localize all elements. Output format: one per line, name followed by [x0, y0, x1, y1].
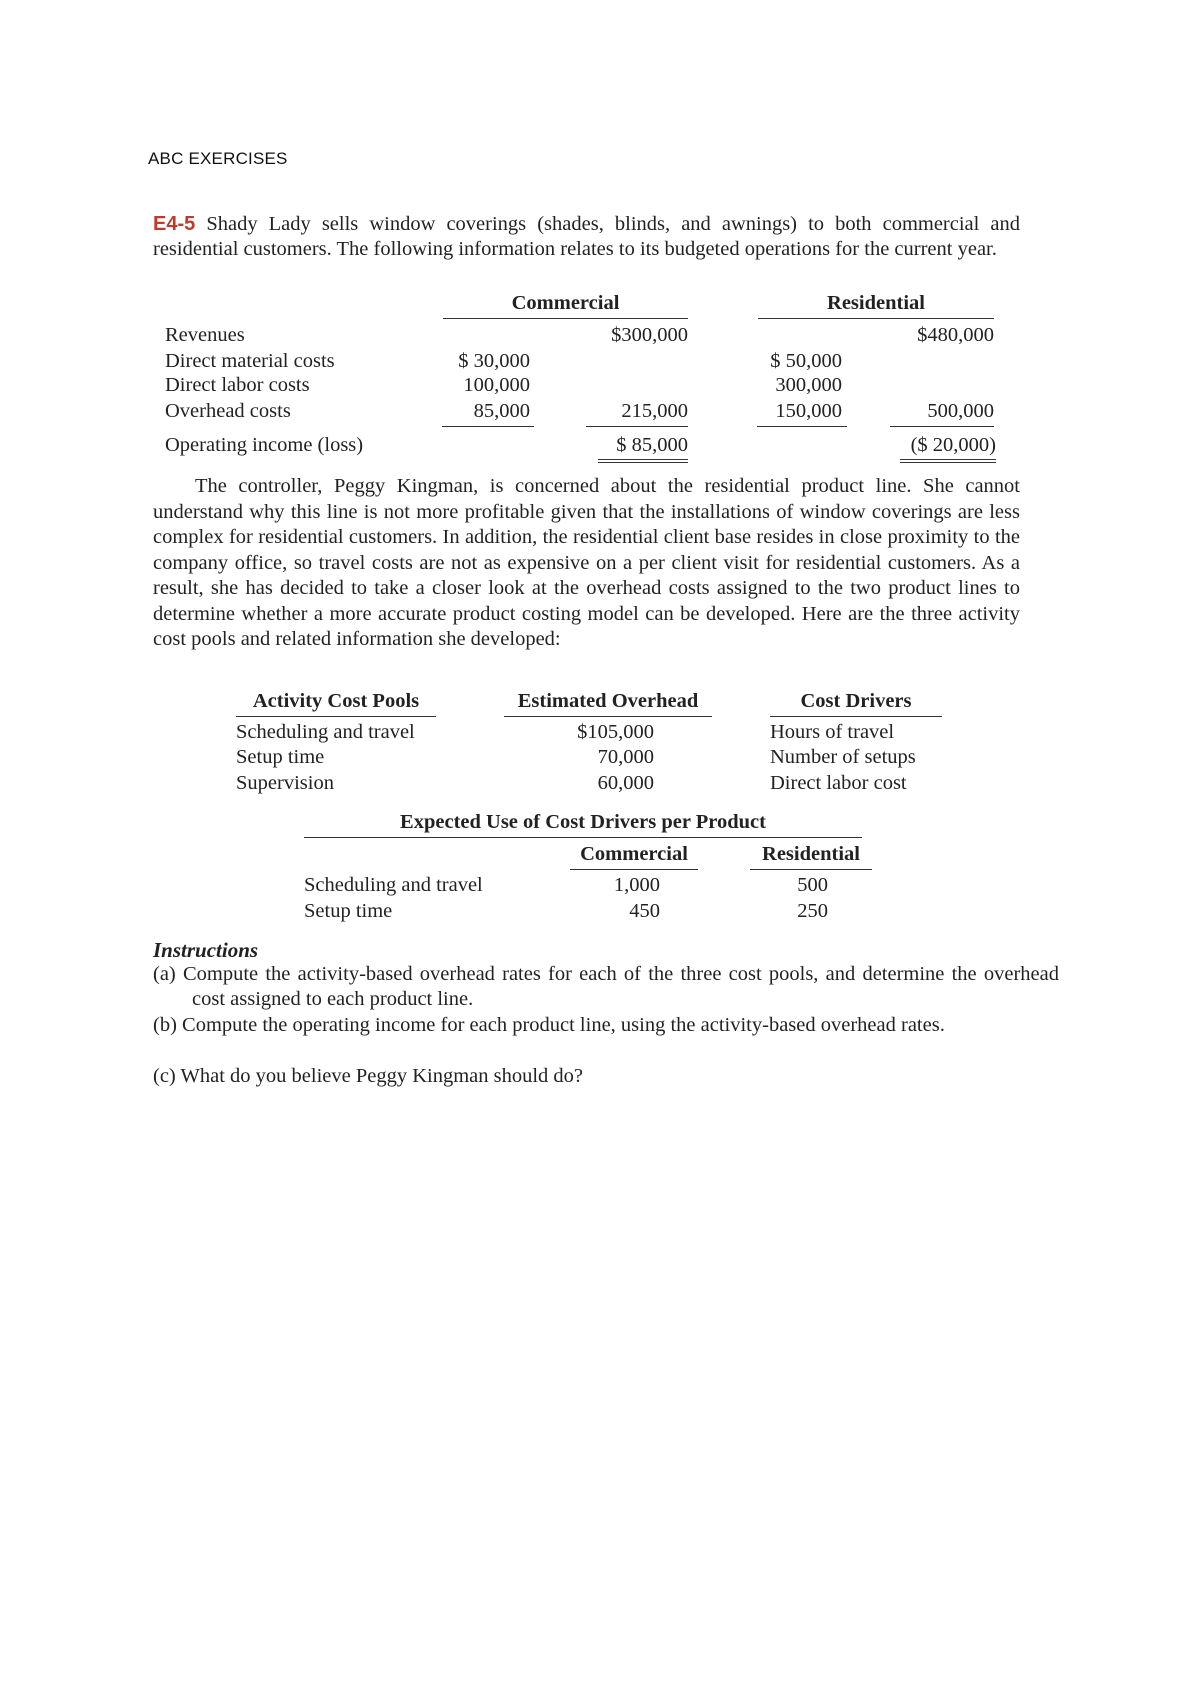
budget-res-detail: 300,000 [775, 374, 842, 396]
budget-res-total: $480,000 [917, 324, 994, 346]
budget-res-detail-underline [757, 426, 847, 427]
usage-residential: 500 [797, 874, 828, 896]
activity-header-drivers: Cost Drivers [800, 690, 912, 712]
usage-header-commercial-rule [570, 869, 698, 870]
activity-pool: Supervision [236, 772, 334, 794]
usage-row-label: Setup time [304, 900, 393, 922]
budget-com-detail-underline [442, 426, 534, 427]
budget-header-commercial-rule [443, 318, 688, 319]
activity-header-pools-rule [236, 716, 436, 717]
usage-title-rule [304, 837, 862, 838]
instruction-item: (a) Compute the activity-based overhead rates for each of the three cost pools, and determine the overhead cost assigned to each product line. [153, 963, 1059, 1010]
activity-driver: Direct labor cost [770, 772, 907, 794]
budget-com-income-double-rule [598, 462, 688, 463]
activity-overhead: 70,000 [597, 746, 654, 768]
usage-header-commercial: Commercial [580, 843, 688, 865]
activity-header-overhead: Estimated Overhead [517, 690, 699, 712]
budget-res-detail: 150,000 [775, 400, 842, 422]
activity-overhead: $105,000 [577, 721, 654, 743]
budget-res-total: ($ 20,000) [910, 434, 996, 456]
budget-com-detail: $ 30,000 [458, 350, 530, 372]
budget-res-total: 500,000 [927, 400, 994, 422]
budget-row-label: Direct labor costs [165, 374, 310, 396]
budget-row-label: Overhead costs [165, 400, 291, 422]
instruction-item: (c) What do you believe Peggy Kingman should do? [153, 1065, 584, 1087]
budget-com-total: 215,000 [621, 400, 688, 422]
budget-com-income-double-rule [598, 459, 688, 460]
budget-header-commercial: Commercial [511, 292, 620, 314]
budget-row-label: Direct material costs [165, 350, 335, 372]
budget-row-label: Revenues [165, 324, 245, 346]
exercise-intro-text: Shady Lady sells window coverings (shades, blinds, and awnings) to both commercial and residential customers. The following information relates to its budgeted operations for the current year. [153, 213, 1021, 260]
budget-com-total: $300,000 [611, 324, 688, 346]
budget-row-label: Operating income (loss) [165, 434, 364, 456]
budget-res-detail: $ 50,000 [770, 350, 842, 372]
budget-header-residential: Residential [827, 292, 925, 314]
page-header-title: ABC EXERCISES [148, 149, 288, 168]
usage-commercial: 450 [629, 900, 660, 922]
activity-header-pools: Activity Cost Pools [252, 690, 420, 712]
usage-title: Expected Use of Cost Drivers per Product [400, 811, 766, 833]
usage-header-residential-rule [750, 869, 872, 870]
budget-res-total-underline [890, 426, 994, 427]
budget-com-total: $ 85,000 [616, 434, 688, 456]
usage-row-label: Scheduling and travel [304, 874, 483, 896]
budget-res-income-double-rule [900, 462, 996, 463]
exercise-intro [153, 212, 1020, 262]
activity-header-drivers-rule [770, 716, 942, 717]
usage-header-residential: Residential [762, 843, 860, 865]
budget-com-total-underline [586, 426, 688, 427]
controller-paragraph: The controller, Peggy Kingman, is concerned about the residential product line. She cannot understand why this line is not more profitable given that the installations of window coverings are less complex for residential customers. In addition, the residential client base resides in close proximity to the company office, so travel costs are not as expensive on a per client visit for residential customers. As a result, she has decided to take a closer look at the overhead costs assigned to the two product lines to determine whether a more accurate product costing model can be developed. Here are the three activity cost pools and related information she developed: [153, 475, 1020, 650]
budget-res-income-double-rule [900, 459, 996, 460]
budget-com-detail: 85,000 [473, 400, 530, 422]
instruction-item: (b) Compute the operating income for each product line, using the activity-based overhead rates. [153, 1014, 945, 1036]
activity-header-overhead-rule [504, 716, 712, 717]
usage-commercial: 1,000 [613, 874, 660, 896]
instructions-title: Instructions [153, 938, 259, 962]
activity-pool: Setup time [236, 746, 325, 768]
activity-driver: Number of setups [770, 746, 916, 768]
budget-com-detail: 100,000 [463, 374, 530, 396]
activity-overhead: 60,000 [597, 772, 654, 794]
activity-pool: Scheduling and travel [236, 721, 415, 743]
exercise-number: E4-5 [153, 213, 196, 235]
activity-driver: Hours of travel [770, 721, 895, 743]
usage-residential: 250 [797, 900, 828, 922]
budget-header-residential-rule [758, 318, 994, 319]
